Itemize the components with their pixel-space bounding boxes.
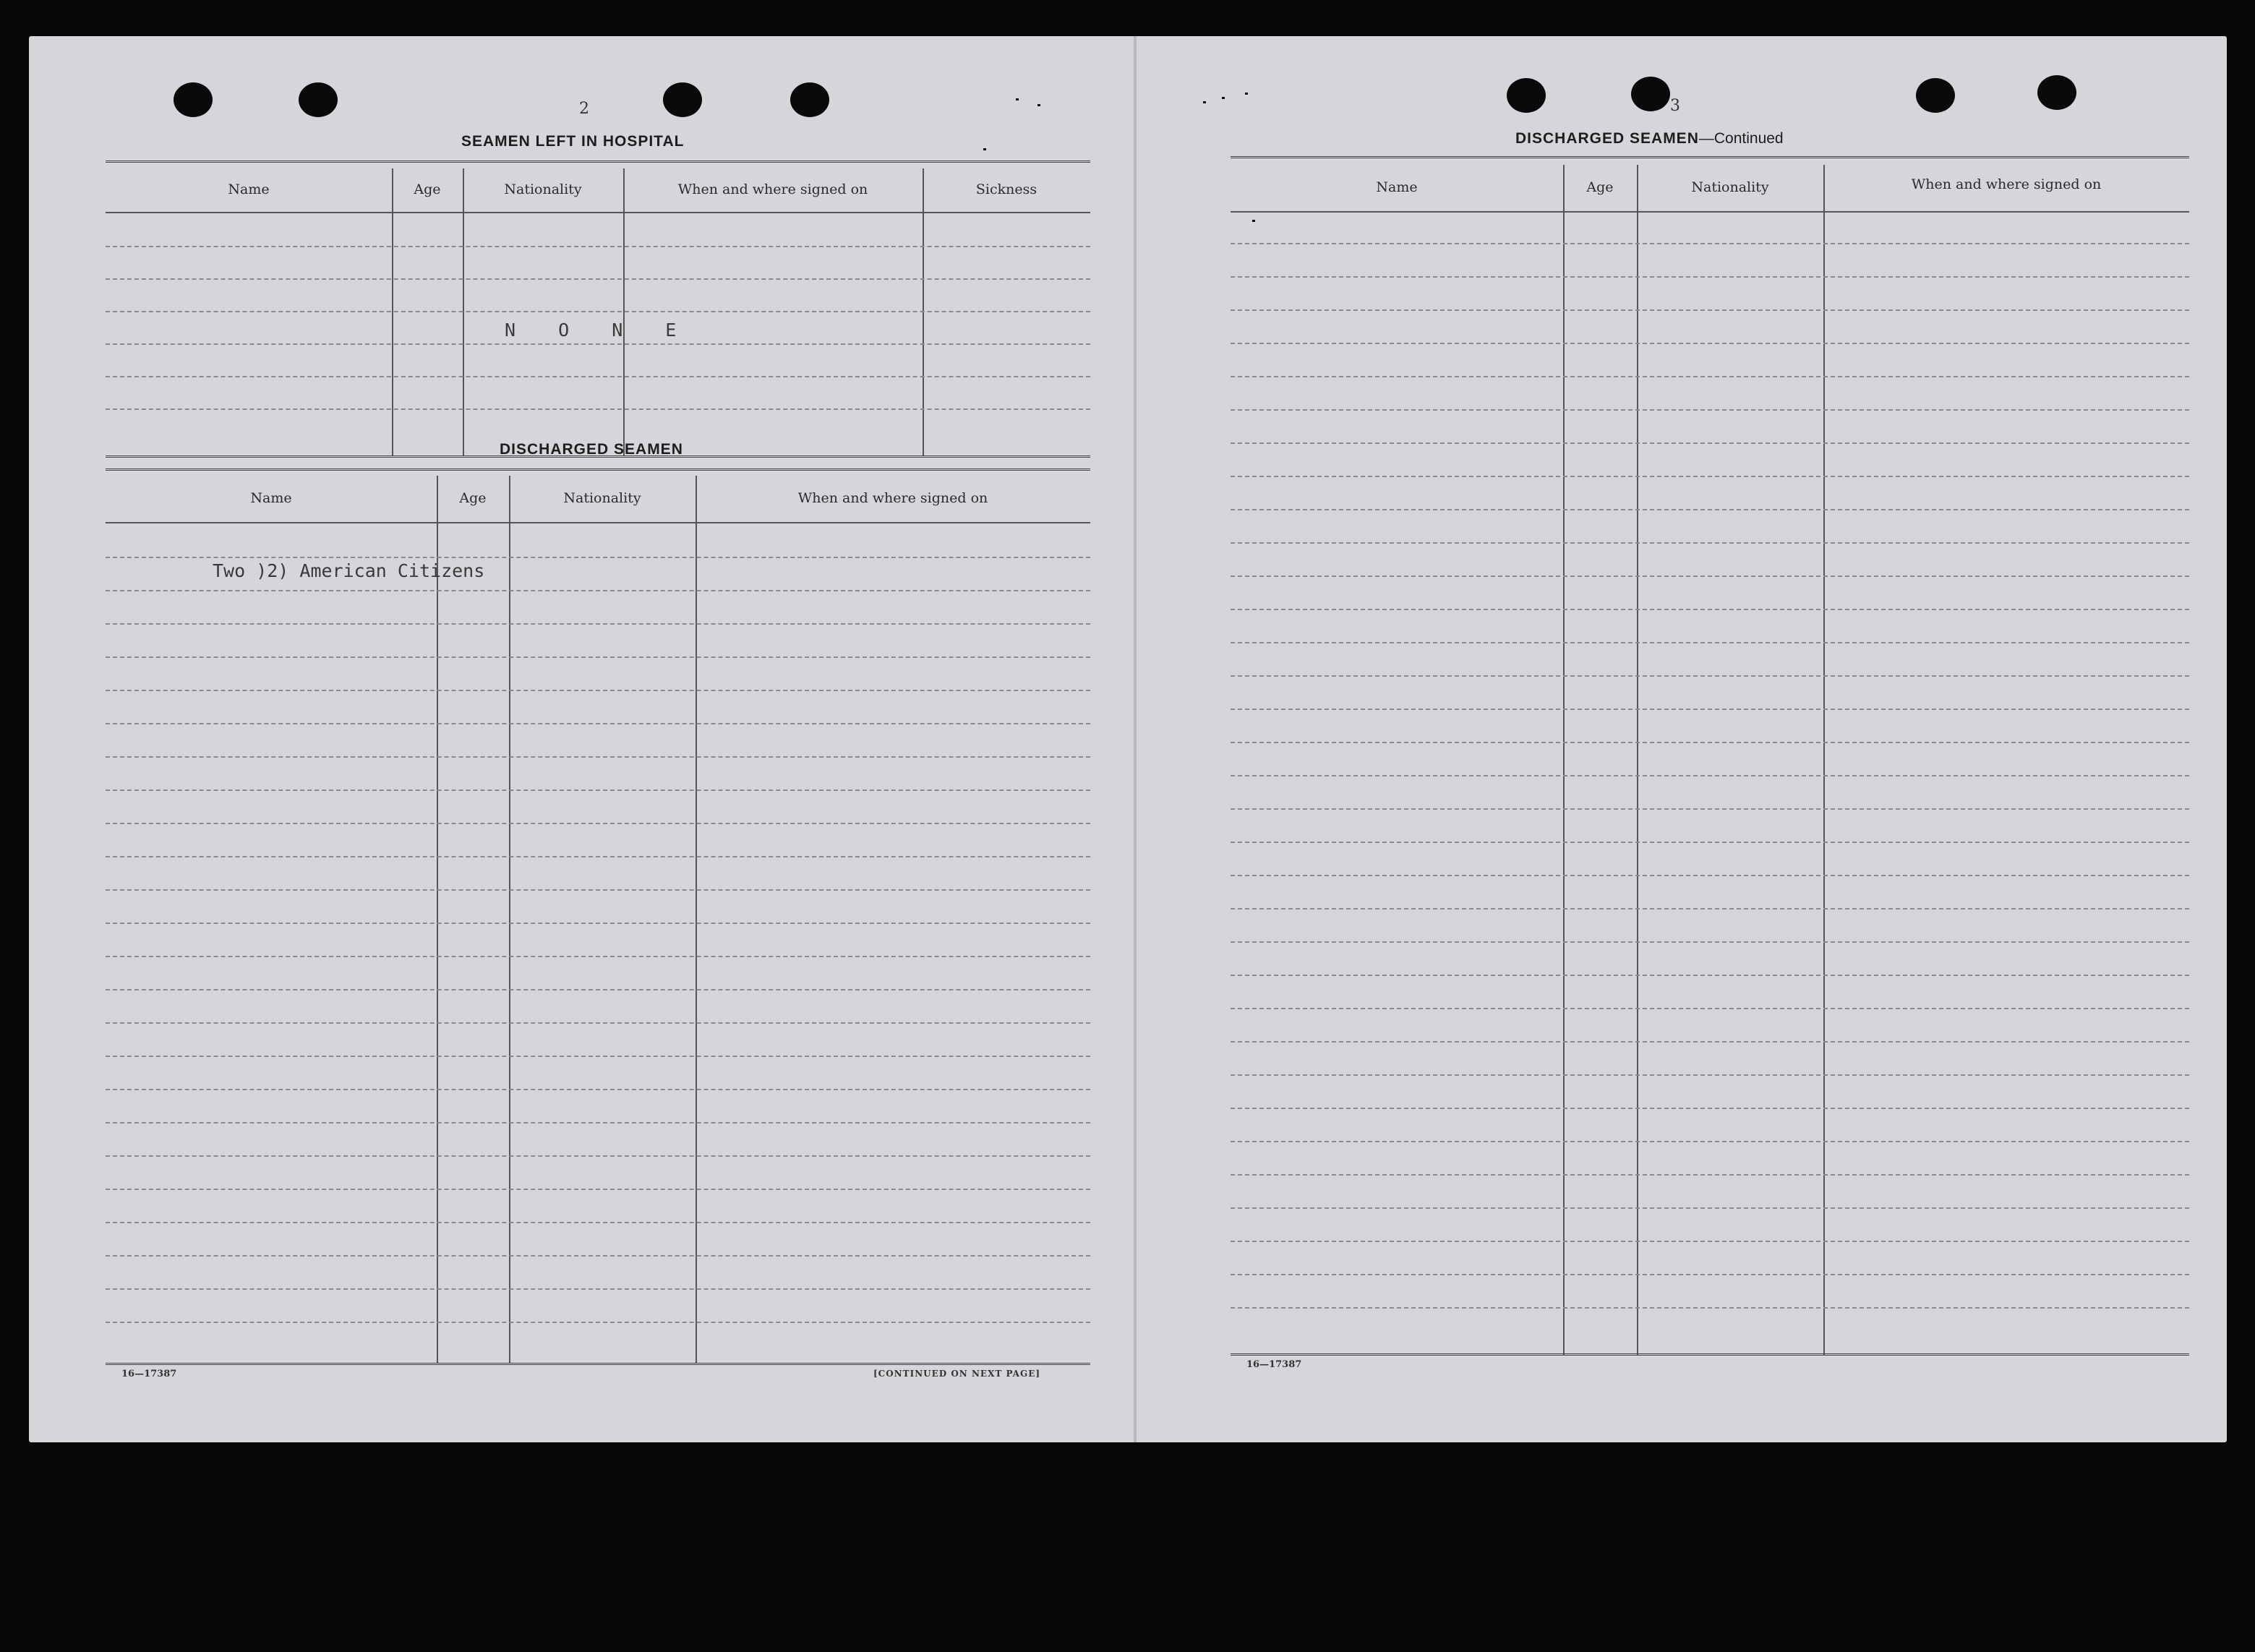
ruled-line — [1231, 742, 2189, 743]
ruled-line — [106, 1022, 1090, 1024]
column-header-nationality: Nationality — [563, 490, 641, 506]
column-header-name: Name — [1376, 179, 1418, 195]
discharged-continued-table — [1231, 165, 2189, 1356]
discharged-section-title: DISCHARGED SEAMEN — [500, 441, 683, 458]
typed-entry-discharged: Two )2) American Citizens — [213, 560, 485, 581]
title-rule — [106, 161, 1090, 163]
ruled-line — [1231, 575, 2189, 577]
ruled-line — [1231, 343, 2189, 344]
column-divider — [437, 476, 438, 1364]
ruled-line — [1231, 1241, 2189, 1242]
ruled-line — [106, 723, 1090, 724]
title-rule — [106, 468, 1090, 471]
ruled-line — [106, 1089, 1090, 1090]
form-number: 16—17387 — [121, 1369, 177, 1379]
ruled-line — [106, 856, 1090, 857]
column-header-sickness: Sickness — [975, 181, 1037, 197]
ruled-line — [1231, 775, 2189, 776]
ruled-line — [106, 823, 1090, 824]
discharged-table — [106, 476, 1090, 1365]
column-divider — [923, 168, 924, 456]
ruled-line — [106, 408, 1090, 410]
form-number: 16—17387 — [1246, 1359, 1302, 1370]
ruled-line — [106, 756, 1090, 758]
ruled-line — [1231, 1108, 2189, 1109]
paper-speck — [1245, 93, 1248, 95]
continued-note: [CONTINUED ON NEXT PAGE] — [873, 1369, 1041, 1379]
ruled-line — [106, 889, 1090, 891]
ruled-line — [1231, 709, 2189, 710]
ruled-line — [106, 1189, 1090, 1190]
punch-hole — [2037, 75, 2076, 110]
hospital-section-title: SEAMEN LEFT IN HOSPITAL — [461, 133, 685, 150]
ruled-line — [106, 789, 1090, 791]
discharged-continued-title-suffix: —Continued — [1698, 130, 1784, 147]
ruled-line — [1231, 1207, 2189, 1209]
ruled-line — [106, 1288, 1090, 1290]
ruled-line — [106, 656, 1090, 658]
ruled-line — [106, 311, 1090, 312]
ruled-line — [1231, 1174, 2189, 1176]
ruled-line — [1231, 1141, 2189, 1142]
ruled-line — [106, 1222, 1090, 1223]
discharged-continued-title — [1515, 130, 1784, 147]
ruled-line — [1231, 409, 2189, 411]
ruled-line — [106, 376, 1090, 377]
ruled-line — [106, 956, 1090, 957]
paper-speck — [1222, 97, 1225, 99]
punch-hole — [174, 82, 213, 117]
ruled-line — [106, 278, 1090, 280]
ruled-line — [1231, 1074, 2189, 1076]
ruled-line — [106, 557, 1090, 558]
ruled-line — [106, 923, 1090, 924]
ruled-line — [106, 1056, 1090, 1057]
column-header-nationality: Nationality — [504, 181, 582, 197]
column-header-age: Age — [1586, 179, 1614, 195]
punch-hole — [1507, 78, 1546, 113]
column-header-nationality: Nationality — [1691, 179, 1769, 195]
ruled-line — [106, 343, 1090, 345]
ruled-line — [1231, 276, 2189, 278]
punch-hole — [1916, 78, 1955, 113]
left-page — [29, 36, 1134, 1442]
ruled-line — [1231, 975, 2189, 976]
column-divider — [509, 476, 510, 1364]
ruled-line — [106, 989, 1090, 990]
page-number: 3 — [1670, 97, 1680, 115]
ruled-line — [1231, 309, 2189, 311]
ruled-line — [1231, 542, 2189, 544]
ruled-line — [1231, 609, 2189, 610]
paper-speck — [1203, 101, 1206, 103]
column-header-name: Name — [228, 181, 270, 197]
ruled-line — [1231, 1274, 2189, 1275]
ruled-line — [1231, 1041, 2189, 1043]
discharged-continued-title-main: DISCHARGED SEAMEN — [1515, 130, 1699, 147]
paper-speck — [1016, 98, 1019, 100]
paper-speck — [1037, 104, 1040, 106]
punch-hole — [790, 82, 829, 117]
ruled-line — [106, 1122, 1090, 1124]
ruled-line — [1231, 476, 2189, 477]
column-header-age: Age — [459, 490, 487, 506]
ruled-line — [1231, 509, 2189, 510]
ruled-line — [106, 1322, 1090, 1323]
ruled-line — [106, 590, 1090, 591]
column-header-when-where: When and where signed on — [677, 181, 868, 197]
ruled-line — [1231, 875, 2189, 876]
ruled-line — [106, 1155, 1090, 1157]
column-header-when-where: When and where signed on — [797, 490, 988, 506]
ruled-line — [1231, 376, 2189, 377]
ruled-line — [1231, 842, 2189, 843]
ruled-line — [106, 246, 1090, 247]
column-header-name: Name — [250, 490, 292, 506]
ruled-line — [1231, 941, 2189, 943]
column-header-when-where: When and where signed on — [1911, 176, 2102, 192]
column-divider — [392, 168, 393, 456]
page-number: 2 — [579, 100, 589, 118]
column-divider — [463, 168, 464, 456]
ruled-line — [1231, 243, 2189, 244]
ruled-line — [106, 623, 1090, 625]
ruled-line — [106, 690, 1090, 691]
ruled-line — [1231, 442, 2189, 444]
ruled-line — [106, 1255, 1090, 1257]
paper-speck — [1252, 220, 1255, 222]
ruled-line — [1231, 808, 2189, 810]
open-form-sheet — [29, 36, 2227, 1442]
punch-hole — [1631, 77, 1670, 111]
punch-hole — [663, 82, 702, 117]
ruled-line — [1231, 1307, 2189, 1309]
typed-entry-none: N O N E — [505, 320, 693, 341]
paper-speck — [983, 148, 986, 150]
column-header-age: Age — [414, 181, 441, 197]
ruled-line — [1231, 675, 2189, 677]
title-rule — [1231, 156, 2189, 158]
hospital-table — [106, 168, 1090, 458]
table-bottom-rule — [1231, 1353, 2189, 1356]
column-divider — [623, 168, 625, 456]
ruled-line — [1231, 908, 2189, 910]
punch-hole — [299, 82, 338, 117]
column-divider — [696, 476, 697, 1364]
ruled-line — [1231, 1008, 2189, 1009]
table-bottom-rule — [106, 1363, 1090, 1365]
right-page — [1137, 36, 2227, 1442]
ruled-line — [1231, 642, 2189, 643]
